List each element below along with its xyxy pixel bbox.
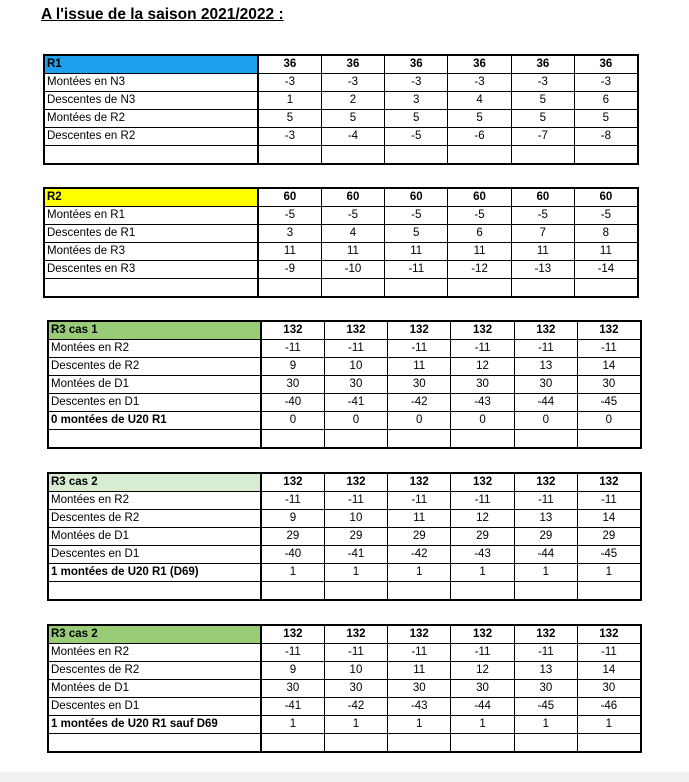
cell-value: -43 <box>451 394 514 412</box>
cell-value: -11 <box>324 492 387 510</box>
stats-table-4 <box>47 472 642 601</box>
cell-value: 36 <box>321 55 384 74</box>
cell-value: -41 <box>324 394 387 412</box>
cell-value: 13 <box>514 662 577 680</box>
cell-value: -12 <box>448 261 511 279</box>
row-label <box>48 734 261 753</box>
cell-value: -43 <box>451 546 514 564</box>
cell-value: 9 <box>261 510 324 528</box>
cell-value: 30 <box>388 680 451 698</box>
cell-value: 11 <box>385 243 448 261</box>
cell-value <box>321 279 384 298</box>
cell-value: 29 <box>324 528 387 546</box>
cell-value: 1 <box>258 92 321 110</box>
cell-value: 11 <box>448 243 511 261</box>
cell-value: 36 <box>385 55 448 74</box>
cell-value: -10 <box>321 261 384 279</box>
row-label: Descentes en D1 <box>48 698 261 716</box>
cell-value: -44 <box>514 394 577 412</box>
cell-value: -3 <box>511 74 574 92</box>
row-label: Descentes en D1 <box>48 546 261 564</box>
cell-value: 11 <box>321 243 384 261</box>
cell-value: 30 <box>388 376 451 394</box>
cell-value: 10 <box>324 662 387 680</box>
cell-value: 4 <box>321 225 384 243</box>
cell-value: -8 <box>574 128 637 146</box>
cell-value <box>514 430 577 449</box>
row-label: R3 cas 2 <box>48 625 261 644</box>
cell-value: 29 <box>388 528 451 546</box>
cell-value: 132 <box>577 625 640 644</box>
cell-value: 0 <box>324 412 387 430</box>
cell-value <box>574 279 637 298</box>
cell-value <box>577 430 640 449</box>
table-row <box>48 662 641 680</box>
table-row <box>48 412 641 430</box>
cell-value: 5 <box>385 110 448 128</box>
cell-value: 132 <box>514 321 577 340</box>
table-row <box>44 225 638 243</box>
table-row <box>44 92 638 110</box>
cell-value: 60 <box>574 188 637 207</box>
cell-value: 3 <box>258 225 321 243</box>
cell-value: -5 <box>574 207 637 225</box>
table-row <box>48 716 641 734</box>
cell-value: 5 <box>385 225 448 243</box>
table-row <box>44 128 638 146</box>
cell-value: 132 <box>514 625 577 644</box>
table-header-row <box>44 188 638 207</box>
row-label: Montées en R2 <box>48 492 261 510</box>
cell-value: 5 <box>511 92 574 110</box>
row-label: 1 montées de U20 R1 (D69) <box>48 564 261 582</box>
cell-value: -11 <box>577 492 640 510</box>
cell-value: 1 <box>514 564 577 582</box>
cell-value: 8 <box>574 225 637 243</box>
cell-value: 14 <box>577 358 640 376</box>
table-row <box>48 510 641 528</box>
cell-value: 30 <box>451 680 514 698</box>
cell-value <box>261 734 324 753</box>
cell-value: 7 <box>511 225 574 243</box>
table-row <box>48 492 641 510</box>
cell-value: 0 <box>388 412 451 430</box>
cell-value: -44 <box>514 546 577 564</box>
cell-value: -11 <box>451 644 514 662</box>
cell-value <box>321 146 384 165</box>
cell-value <box>577 734 640 753</box>
cell-value: -3 <box>321 74 384 92</box>
cell-value: -42 <box>388 394 451 412</box>
cell-value: -11 <box>577 644 640 662</box>
cell-value <box>448 146 511 165</box>
cell-value: 36 <box>448 55 511 74</box>
cell-value: 0 <box>261 412 324 430</box>
row-label: Descentes en R3 <box>44 261 258 279</box>
cell-value: 12 <box>451 358 514 376</box>
cell-value: -11 <box>514 644 577 662</box>
table-total-row <box>48 734 641 753</box>
cell-value: -42 <box>388 546 451 564</box>
page-title: A l'issue de la saison 2021/2022 : <box>41 6 284 23</box>
cell-value: 12 <box>451 662 514 680</box>
cell-value: 5 <box>258 110 321 128</box>
cell-value: 9 <box>261 358 324 376</box>
cell-value: 9 <box>261 662 324 680</box>
table-row <box>48 698 641 716</box>
row-label: Descentes de R1 <box>44 225 258 243</box>
cell-value <box>511 146 574 165</box>
row-label: Montées de D1 <box>48 376 261 394</box>
cell-value: -5 <box>511 207 574 225</box>
row-label: Montées en R2 <box>48 644 261 662</box>
cell-value: -11 <box>514 492 577 510</box>
cell-value: -3 <box>574 74 637 92</box>
cell-value: 29 <box>261 528 324 546</box>
cell-value: 11 <box>388 662 451 680</box>
cell-value: 0 <box>451 412 514 430</box>
cell-value <box>324 734 387 753</box>
cell-value: 30 <box>261 376 324 394</box>
cell-value: -3 <box>385 74 448 92</box>
table-row <box>44 207 638 225</box>
cell-value: 1 <box>514 716 577 734</box>
cell-value: 60 <box>258 188 321 207</box>
cell-value: 6 <box>574 92 637 110</box>
row-label: R2 <box>44 188 258 207</box>
cell-value <box>448 279 511 298</box>
cell-value: -11 <box>514 340 577 358</box>
row-label <box>48 430 261 449</box>
cell-value: 29 <box>514 528 577 546</box>
table-header-row <box>48 473 641 492</box>
cell-value: 60 <box>321 188 384 207</box>
cell-value: -11 <box>324 340 387 358</box>
cell-value: -11 <box>385 261 448 279</box>
table-row <box>48 528 641 546</box>
cell-value: -3 <box>258 128 321 146</box>
cell-value: 11 <box>388 358 451 376</box>
table-row <box>44 110 638 128</box>
cell-value: -45 <box>514 698 577 716</box>
cell-value: 13 <box>514 358 577 376</box>
cell-value: 14 <box>577 510 640 528</box>
cell-value: -9 <box>258 261 321 279</box>
cell-value: 132 <box>388 473 451 492</box>
table-row <box>48 546 641 564</box>
row-label: Montées de D1 <box>48 680 261 698</box>
row-label: R1 <box>44 55 258 74</box>
cell-value: 30 <box>451 376 514 394</box>
cell-value: 29 <box>451 528 514 546</box>
cell-value: 1 <box>451 716 514 734</box>
row-label <box>44 146 258 165</box>
table-total-row <box>44 146 638 165</box>
row-label: Montées de R2 <box>44 110 258 128</box>
cell-value: -11 <box>577 340 640 358</box>
stats-table-2 <box>43 187 639 298</box>
row-label: R3 cas 1 <box>48 321 261 340</box>
cell-value <box>388 430 451 449</box>
table-row <box>44 74 638 92</box>
cell-value: 132 <box>577 321 640 340</box>
cell-value: 6 <box>448 225 511 243</box>
cell-value: 1 <box>388 564 451 582</box>
cell-value: 30 <box>324 376 387 394</box>
cell-value: 11 <box>388 510 451 528</box>
row-label: Montées en N3 <box>44 74 258 92</box>
cell-value: 5 <box>574 110 637 128</box>
cell-value <box>514 734 577 753</box>
table-total-row <box>48 430 641 449</box>
cell-value: -11 <box>261 644 324 662</box>
cell-value: 11 <box>574 243 637 261</box>
cell-value: 0 <box>514 412 577 430</box>
cell-value: 132 <box>261 321 324 340</box>
cell-value: 60 <box>511 188 574 207</box>
cell-value: 11 <box>258 243 321 261</box>
cell-value: 132 <box>261 625 324 644</box>
table-header-row <box>44 55 638 74</box>
cell-value: 1 <box>451 564 514 582</box>
cell-value: 11 <box>511 243 574 261</box>
cell-value <box>324 582 387 601</box>
cell-value: -40 <box>261 546 324 564</box>
row-label: 1 montées de U20 R1 sauf D69 <box>48 716 261 734</box>
cell-value: 30 <box>577 376 640 394</box>
cell-value: 132 <box>324 321 387 340</box>
stats-table-1 <box>43 54 639 165</box>
cell-value: 132 <box>451 473 514 492</box>
cell-value: -11 <box>261 340 324 358</box>
cell-value <box>258 146 321 165</box>
cell-value: -11 <box>388 340 451 358</box>
cell-value <box>258 279 321 298</box>
cell-value: -11 <box>388 644 451 662</box>
cell-value: -44 <box>451 698 514 716</box>
row-label: Descentes de N3 <box>44 92 258 110</box>
table-row <box>48 376 641 394</box>
cell-value: 30 <box>261 680 324 698</box>
cell-value <box>388 582 451 601</box>
cell-value: 36 <box>511 55 574 74</box>
cell-value: -11 <box>388 492 451 510</box>
row-label <box>44 279 258 298</box>
cell-value <box>385 279 448 298</box>
cell-value: -43 <box>388 698 451 716</box>
cell-value: -5 <box>385 207 448 225</box>
cell-value: 132 <box>514 473 577 492</box>
cell-value: -42 <box>324 698 387 716</box>
cell-value: -11 <box>451 340 514 358</box>
cell-value: 132 <box>388 321 451 340</box>
cell-value: 132 <box>451 321 514 340</box>
cell-value: 1 <box>577 716 640 734</box>
cell-value: 4 <box>448 92 511 110</box>
cell-value: 30 <box>514 680 577 698</box>
table-header-row <box>48 321 641 340</box>
cell-value: -45 <box>577 394 640 412</box>
table-total-row <box>48 582 641 601</box>
stats-table-3 <box>47 320 642 449</box>
row-label <box>48 582 261 601</box>
cell-value: 132 <box>324 625 387 644</box>
cell-value: 0 <box>577 412 640 430</box>
cell-value: -5 <box>258 207 321 225</box>
cell-value: 29 <box>577 528 640 546</box>
cell-value: 1 <box>388 716 451 734</box>
cell-value: -5 <box>385 128 448 146</box>
row-label: Descentes de R2 <box>48 358 261 376</box>
table-row <box>48 340 641 358</box>
cell-value: 30 <box>514 376 577 394</box>
row-label: Montées de R3 <box>44 243 258 261</box>
table-row <box>44 243 638 261</box>
row-label: Montées en R2 <box>48 340 261 358</box>
cell-value <box>324 430 387 449</box>
cell-value: 1 <box>261 716 324 734</box>
cell-value <box>451 582 514 601</box>
cell-value: 1 <box>577 564 640 582</box>
cell-value: -7 <box>511 128 574 146</box>
cell-value: -3 <box>448 74 511 92</box>
cell-value <box>511 279 574 298</box>
row-label: Descentes de R2 <box>48 662 261 680</box>
row-label: Montées de D1 <box>48 528 261 546</box>
cell-value: 132 <box>261 473 324 492</box>
cell-value: 2 <box>321 92 384 110</box>
cell-value: -41 <box>261 698 324 716</box>
cell-value: 1 <box>324 716 387 734</box>
cell-value: 30 <box>577 680 640 698</box>
cell-value <box>261 430 324 449</box>
cell-value <box>451 734 514 753</box>
table-row <box>48 680 641 698</box>
cell-value: -14 <box>574 261 637 279</box>
cell-value: 132 <box>577 473 640 492</box>
cell-value: -5 <box>448 207 511 225</box>
cell-value: -46 <box>577 698 640 716</box>
cell-value <box>388 734 451 753</box>
cell-value: 1 <box>261 564 324 582</box>
table-header-row <box>48 625 641 644</box>
cell-value: -45 <box>577 546 640 564</box>
row-label: 0 montées de U20 R1 <box>48 412 261 430</box>
table-row <box>48 564 641 582</box>
table-row <box>48 644 641 662</box>
cell-value: 1 <box>324 564 387 582</box>
cell-value <box>261 582 324 601</box>
cell-value: 60 <box>385 188 448 207</box>
cell-value: 5 <box>321 110 384 128</box>
cell-value: -41 <box>324 546 387 564</box>
row-label: Descentes en D1 <box>48 394 261 412</box>
row-label: Montées en R1 <box>44 207 258 225</box>
cell-value: -11 <box>324 644 387 662</box>
table-total-row <box>44 279 638 298</box>
cell-value: 13 <box>514 510 577 528</box>
cell-value: 60 <box>448 188 511 207</box>
cell-value <box>514 582 577 601</box>
cell-value: 5 <box>448 110 511 128</box>
cell-value: -11 <box>261 492 324 510</box>
cell-value: 12 <box>451 510 514 528</box>
cell-value: -13 <box>511 261 574 279</box>
cell-value: -40 <box>261 394 324 412</box>
cell-value: 3 <box>385 92 448 110</box>
cell-value: -3 <box>258 74 321 92</box>
cell-value: 132 <box>388 625 451 644</box>
cell-value: 36 <box>258 55 321 74</box>
row-label: Descentes de R2 <box>48 510 261 528</box>
cell-value: 132 <box>451 625 514 644</box>
cell-value: -4 <box>321 128 384 146</box>
cell-value: 14 <box>577 662 640 680</box>
cell-value: 10 <box>324 510 387 528</box>
table-row <box>48 358 641 376</box>
cell-value: 30 <box>324 680 387 698</box>
cell-value: -6 <box>448 128 511 146</box>
cell-value: 5 <box>511 110 574 128</box>
cell-value <box>577 582 640 601</box>
cell-value: 132 <box>324 473 387 492</box>
row-label: Descentes en R2 <box>44 128 258 146</box>
cell-value <box>574 146 637 165</box>
row-label: R3 cas 2 <box>48 473 261 492</box>
cell-value: 10 <box>324 358 387 376</box>
cell-value: -11 <box>451 492 514 510</box>
stats-table-5 <box>47 624 642 753</box>
cell-value <box>385 146 448 165</box>
cell-value <box>451 430 514 449</box>
cell-value: 36 <box>574 55 637 74</box>
table-row <box>48 394 641 412</box>
table-row <box>44 261 638 279</box>
cell-value: -5 <box>321 207 384 225</box>
